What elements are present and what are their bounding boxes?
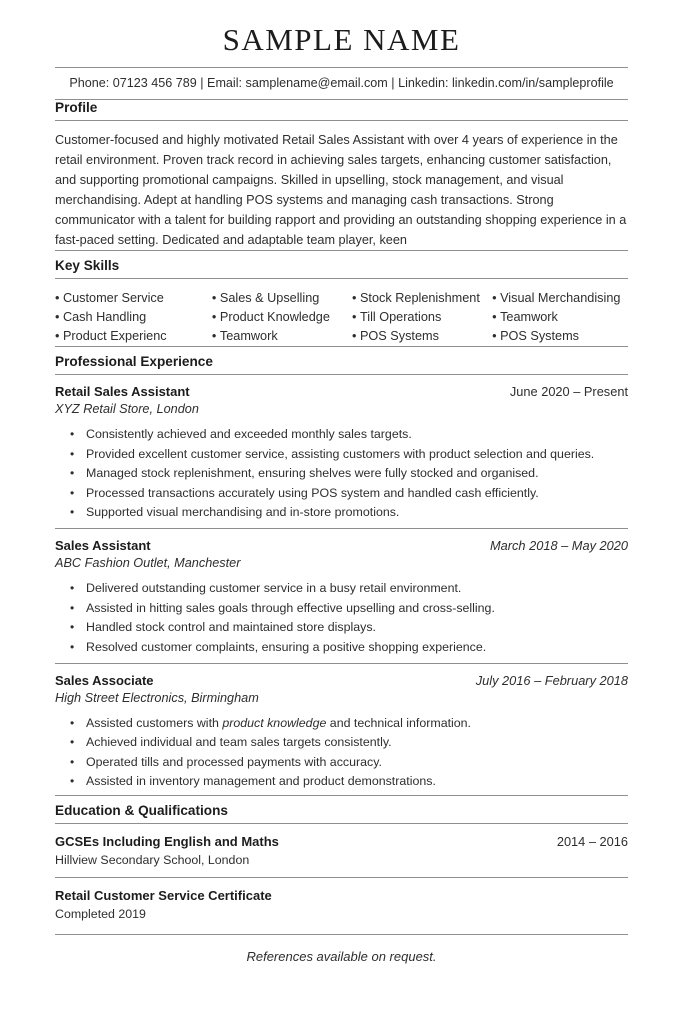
skill-item: • Stock Replenishment [352, 289, 492, 308]
job-bullet: • Assisted in hitting sales goals through effective upselling and cross-selling. [69, 602, 628, 615]
education-title-block [55, 888, 272, 921]
skills-column [492, 289, 628, 346]
bullet-text: and technical information. [326, 715, 471, 730]
job-bullet [69, 717, 628, 730]
job-bullet: • Supported visual merchandising and in-store promotions. [69, 506, 628, 519]
skills-column [212, 289, 352, 346]
education-title: Retail Customer Service Certificate [55, 887, 272, 903]
job-bullets [55, 582, 628, 654]
skills-column [352, 289, 492, 346]
skill-item: • Till Operations [352, 308, 492, 327]
job-entry [55, 673, 628, 789]
job-bullet: • Achieved individual and team sales targets consistently. [69, 736, 628, 749]
section-heading-education: Education & Qualifications [55, 795, 628, 824]
job-title: Sales Assistant [55, 538, 151, 553]
skill-item: • Customer Service [55, 289, 212, 308]
skill-item: • Product Experienc [55, 327, 212, 346]
skill-item: • POS Systems [492, 327, 628, 346]
job-company: High Street Electronics, Birmingham [55, 690, 259, 705]
job-title-block [55, 384, 199, 416]
divider [55, 663, 628, 664]
job-bullet: • Processed transactions accurately using POS system and handled cash efficiently. [69, 487, 628, 500]
skill-item: • Product Knowledge [212, 308, 352, 327]
job-company: ABC Fashion Outlet, Manchester [55, 556, 241, 570]
skill-item: • Teamwork [492, 308, 628, 327]
education-title: GCSEs Including English and Maths [55, 833, 279, 849]
job-title: Retail Sales Assistant [55, 384, 190, 399]
education-subtitle: Hillview Secondary School, London [55, 852, 250, 867]
education-entry [55, 878, 628, 921]
job-bullets [55, 717, 628, 789]
education-header [55, 834, 628, 867]
skills-grid [55, 289, 628, 346]
skills-column [55, 289, 212, 346]
education-subtitle: Completed 2019 [55, 906, 146, 921]
job-bullet: • Resolved customer complaints, ensuring a positive shopping experience. [69, 641, 628, 654]
skill-item: • Teamwork [212, 327, 352, 346]
job-company: XYZ Retail Store, London [55, 402, 199, 416]
job-header [55, 538, 628, 570]
section-heading-experience: Professional Experience [55, 346, 628, 375]
bullet-text: Assisted customers with [86, 715, 223, 730]
divider [55, 528, 628, 529]
job-dates: March 2018 – May 2020 [489, 538, 628, 553]
job-bullet: • Delivered outstanding customer service in a busy retail environment. [69, 582, 628, 595]
section-heading-profile: Profile [55, 100, 628, 121]
job-entry [55, 538, 628, 654]
section-heading-key-skills: Key Skills [55, 250, 628, 279]
skill-item: • Visual Merchandising [492, 289, 628, 308]
job-title-block [55, 673, 259, 705]
job-header [55, 673, 628, 705]
profile-summary: Customer-focused and highly motivated Retail Sales Assistant with over 4 years of experience in the retail environment. Proven track record in achieving sales targets, enhancing customer satisfaction, and supporting promotional campaigns. Skilled in upselling, stock management, and visual merchandising. Adept at handling POS systems and managing cash transactions. Strong communicator with a talent for building rapport and providing an outstanding shopping experience in a fast-paced setting. Dedicated and adaptable team player, keen [55, 133, 627, 247]
job-bullet: • Managed stock replenishment, ensuring shelves were fully stocked and organised. [69, 467, 628, 480]
job-title-block [55, 538, 240, 570]
contact-line: Phone: 07123 456 789 | Email: samplename@email.com | Linkedin: linkedin.com/in/sampleprofile [69, 76, 614, 90]
job-bullet: • Operated tills and processed payments with accuracy. [69, 756, 628, 769]
page-title: SAMPLE NAME [222, 22, 461, 57]
job-dates: June 2020 – Present [509, 384, 628, 399]
education-entry [55, 824, 628, 867]
job-dates: July 2016 – February 2018 [475, 672, 628, 688]
skill-item: • Cash Handling [55, 308, 212, 327]
job-header [55, 384, 628, 416]
job-title: Sales Associate [55, 672, 154, 688]
job-bullet: • Consistently achieved and exceeded monthly sales targets. [69, 428, 628, 441]
references-note: References available on request. [246, 948, 437, 964]
education-title-block [55, 834, 279, 867]
job-bullet: • Provided excellent customer service, assisting customers with product selection and queries. [69, 448, 628, 461]
job-bullet: • Assisted in inventory management and product demonstrations. [69, 775, 628, 788]
job-entry [55, 384, 628, 519]
bullet-text-italic: product knowledge [222, 715, 327, 730]
education-header [55, 888, 628, 921]
job-bullets [55, 428, 628, 519]
education-dates: 2014 – 2016 [556, 833, 628, 849]
skill-item: • POS Systems [352, 327, 492, 346]
skill-item: • Sales & Upselling [212, 289, 352, 308]
job-bullet: • Handled stock control and maintained store displays. [69, 621, 628, 634]
